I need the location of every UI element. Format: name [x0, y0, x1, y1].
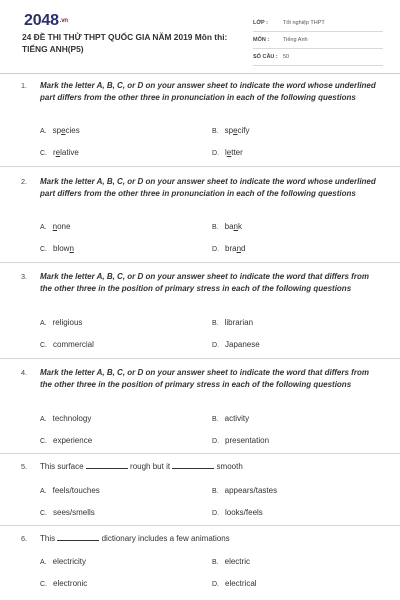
stem-text: This surface: [40, 462, 84, 471]
option-label: D.: [212, 438, 219, 445]
option-label: B.: [212, 128, 219, 135]
answer-blank: [86, 468, 128, 469]
stem-text: rough but it: [130, 462, 171, 471]
option-d[interactable]: [212, 508, 263, 517]
option-label: A.: [40, 416, 47, 423]
option-a[interactable]: [40, 486, 100, 495]
option-text: activity: [224, 414, 250, 423]
option-text: presentation: [225, 436, 270, 445]
option-d[interactable]: [212, 148, 243, 157]
option-text: lative: [60, 148, 79, 157]
option-text: religious: [52, 318, 83, 327]
option-b[interactable]: [212, 222, 242, 231]
option-d[interactable]: [212, 579, 257, 588]
option-text: cies: [65, 126, 80, 135]
option-d[interactable]: [212, 340, 260, 349]
option-underlined: e: [233, 126, 238, 135]
stem-text: dictionary includes a few animations: [101, 534, 230, 543]
option-label: B.: [212, 224, 219, 231]
question-stem: [40, 534, 380, 543]
option-label: A.: [40, 559, 47, 566]
option-c[interactable]: [40, 244, 74, 253]
option-label: C.: [40, 510, 47, 517]
question-prompt: Mark the letter A, B, C, or D on your answer sheet to indicate the word that differs from the other three in the position of primary stress in each of the following questions: [40, 272, 369, 293]
answer-blank: [57, 540, 99, 541]
option-text: r: [53, 148, 56, 157]
option-text: appears/tastes: [224, 486, 278, 495]
question-number: 3.: [21, 272, 28, 281]
option-text: d: [241, 244, 246, 253]
option-text: librarian: [224, 318, 254, 327]
option-underlined: e: [55, 148, 61, 157]
question-prompt: Mark the letter A, B, C, or D on your answer sheet to indicate the word whose underlined part differs from the other three in pronunciation in each of the following questions: [40, 177, 376, 198]
option-text: bra: [225, 244, 237, 253]
option-text: electronic: [53, 579, 88, 588]
option-c[interactable]: [40, 579, 87, 588]
option-b[interactable]: [212, 318, 253, 327]
option-text: experience: [53, 436, 93, 445]
option-c[interactable]: [40, 436, 92, 445]
question-divider: [0, 166, 400, 167]
option-b[interactable]: [212, 126, 250, 135]
option-underlined: n: [236, 244, 242, 253]
stem-text: This: [40, 534, 56, 543]
meta-value: 50: [283, 54, 290, 60]
option-text: blow: [53, 244, 70, 253]
option-label: B.: [212, 559, 219, 566]
meta-value: Tiếng Anh: [283, 37, 308, 43]
option-b[interactable]: [212, 486, 277, 495]
option-text: electricity: [52, 557, 86, 566]
option-text: sp: [224, 126, 234, 135]
exam-meta: [253, 15, 383, 66]
question-number: 2.: [21, 177, 28, 186]
answer-blank: [172, 468, 214, 469]
option-text: Japanese: [225, 340, 260, 349]
question-prompt: Mark the letter A, B, C, or D on your answer sheet to indicate the word that differs from the other three in the position of primary stress in each of the following questions: [40, 368, 369, 389]
meta-class: [253, 15, 383, 32]
option-underlined: n: [233, 222, 238, 231]
option-label: A.: [40, 488, 47, 495]
option-label: B.: [212, 416, 219, 423]
option-text: commercial: [53, 340, 94, 349]
logo-text: 2048: [24, 12, 59, 29]
option-underlined: n: [69, 244, 74, 253]
logo-suffix: .vn: [59, 17, 68, 24]
meta-count: [253, 49, 383, 66]
question-divider: [0, 358, 400, 359]
option-text: l: [225, 148, 227, 157]
option-label: D.: [212, 581, 219, 588]
option-a[interactable]: [40, 557, 86, 566]
option-label: D.: [212, 150, 219, 157]
option-label: D.: [212, 510, 219, 517]
site-logo[interactable]: [24, 12, 68, 30]
stem-text: smooth: [216, 462, 243, 471]
option-label: B.: [212, 320, 219, 327]
question-number: 1.: [21, 81, 28, 90]
option-label: A.: [40, 320, 47, 327]
option-b[interactable]: [212, 557, 250, 566]
meta-value: Tốt nghiệp THPT: [283, 20, 325, 26]
option-a[interactable]: [40, 414, 91, 423]
option-c[interactable]: [40, 340, 94, 349]
option-label: C.: [40, 342, 47, 349]
question-prompt: Mark the letter A, B, C, or D on your answer sheet to indicate the word whose underlined part differs from the other three in pronunciation in each of the following questions: [40, 81, 376, 102]
option-text: electric: [224, 557, 250, 566]
option-text: feels/touches: [52, 486, 100, 495]
exam-title: 24 ĐỀ THI THỬ THPT QUỐC GIA NĂM 2019 Môn thi: TIẾNG ANH(P5): [22, 32, 228, 54]
option-label: D.: [212, 246, 219, 253]
option-label: A.: [40, 224, 47, 231]
option-text: technology: [52, 414, 92, 423]
option-b[interactable]: [212, 414, 249, 423]
option-label: B.: [212, 488, 219, 495]
question-number: 4.: [21, 368, 28, 377]
question-divider: [0, 262, 400, 263]
question-number: 6.: [21, 534, 28, 543]
option-text: ba: [224, 222, 234, 231]
question-divider: [0, 525, 400, 526]
option-label: C.: [40, 581, 47, 588]
option-text: one: [57, 222, 71, 231]
option-underlined: e: [226, 148, 232, 157]
option-label: D.: [212, 342, 219, 349]
option-underlined: e: [61, 126, 66, 135]
option-text: cify: [237, 126, 250, 135]
meta-key: LỚP :: [253, 20, 268, 26]
option-a[interactable]: [40, 318, 82, 327]
option-text: electrical: [225, 579, 257, 588]
meta-subject: [253, 32, 383, 49]
option-d[interactable]: [212, 244, 245, 253]
question-divider: [0, 453, 400, 454]
option-a[interactable]: [40, 222, 70, 231]
meta-key: SỐ CÂU :: [253, 54, 278, 60]
option-label: C.: [40, 438, 47, 445]
option-c[interactable]: [40, 148, 79, 157]
option-d[interactable]: [212, 436, 269, 445]
option-a[interactable]: [40, 126, 80, 135]
question-number: 5.: [21, 462, 28, 471]
option-text: tter: [231, 148, 243, 157]
option-text: sp: [52, 126, 62, 135]
page-header: [0, 0, 400, 70]
option-text: looks/feels: [225, 508, 263, 517]
meta-key: MÔN :: [253, 37, 270, 43]
option-label: C.: [40, 246, 47, 253]
option-label: C.: [40, 150, 47, 157]
option-label: A.: [40, 128, 47, 135]
option-text: sees/smells: [53, 508, 95, 517]
option-text: k: [237, 222, 242, 231]
header-divider: [0, 73, 400, 74]
option-c[interactable]: [40, 508, 95, 517]
question-stem: [40, 462, 380, 471]
option-underlined: n: [52, 222, 58, 231]
